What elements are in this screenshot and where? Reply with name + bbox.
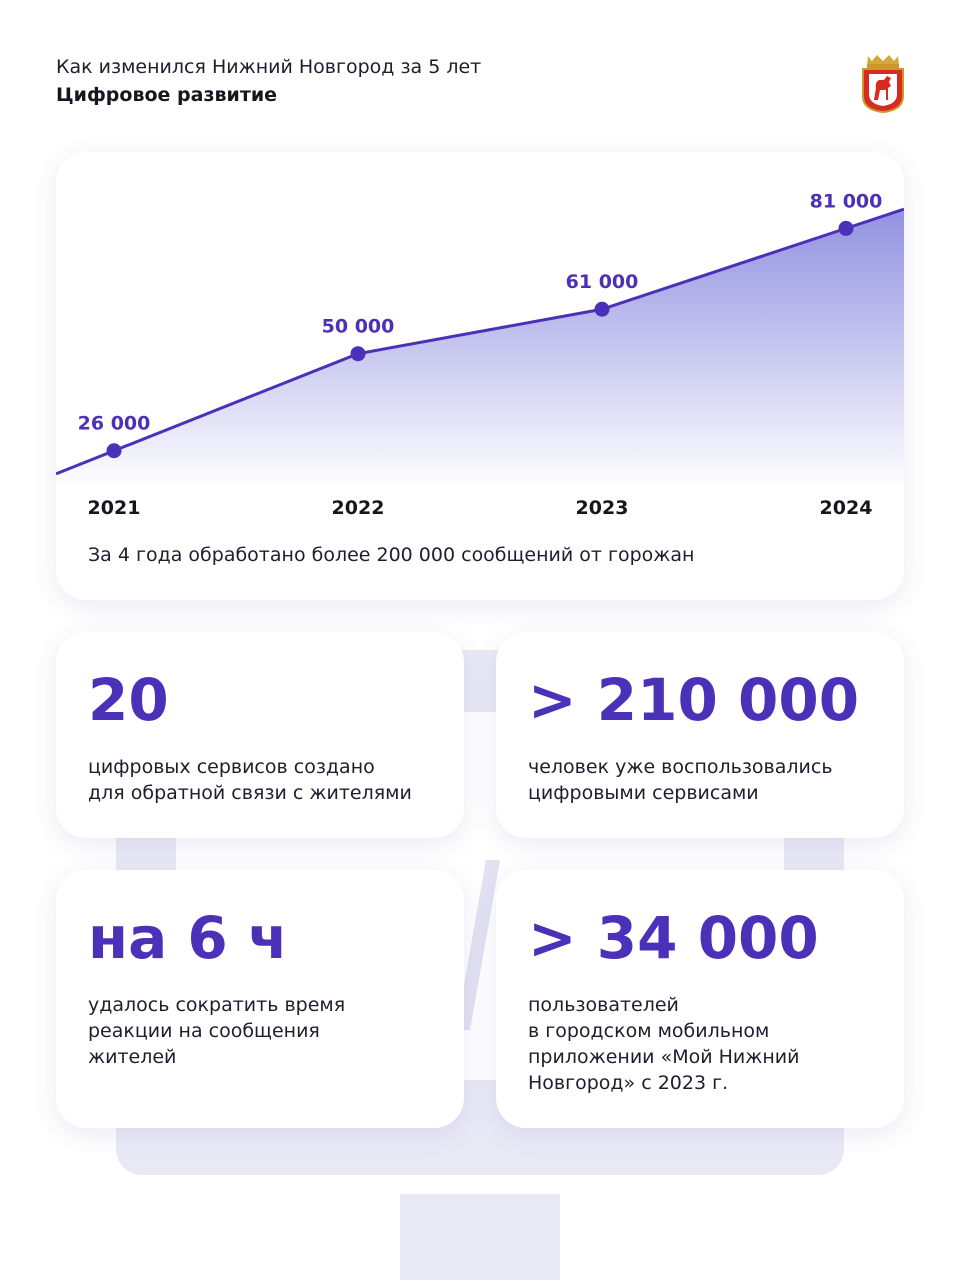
data-label: 26 000	[77, 412, 151, 435]
x-tick-label: 2024	[819, 497, 873, 519]
data-point	[839, 221, 854, 236]
stat-description: цифровых сервисов создано для обратной связи с жителями	[88, 756, 412, 804]
stat-card-reaction-time	[56, 870, 464, 1128]
stat-description: пользователей в городском мобильном приложении «Мой Нижний Новгород» с 2023 г.	[528, 994, 800, 1094]
chart-card	[56, 152, 904, 600]
data-point	[107, 443, 122, 458]
data-point	[351, 346, 366, 361]
page-title: Цифровое развитие	[56, 84, 278, 106]
stat-value: > 210 000	[528, 666, 860, 734]
chart-footnote: За 4 года обработано более 200 000 сообщений от горожан	[88, 544, 695, 566]
x-tick-label: 2021	[87, 497, 141, 519]
data-label: 61 000	[565, 271, 639, 294]
data-point	[595, 302, 610, 317]
stat-card-app-users	[496, 870, 904, 1128]
x-tick-label: 2022	[331, 497, 385, 519]
page-subtitle: Как изменился Нижний Новгород за 5 лет	[56, 56, 482, 78]
stat-value: > 34 000	[528, 904, 819, 972]
data-label: 81 000	[809, 190, 883, 213]
stat-card-services	[56, 632, 464, 838]
data-label: 50 000	[321, 315, 395, 338]
stat-card-users-services	[496, 632, 904, 838]
stat-value: 20	[88, 666, 169, 734]
coat-of-arms-icon	[858, 52, 908, 114]
stat-value: на 6 ч	[88, 904, 288, 972]
stat-description: удалось сократить время реакции на сообщения жителей	[88, 994, 346, 1068]
x-tick-label: 2023	[575, 497, 629, 519]
area-chart	[56, 152, 904, 600]
stat-description: человек уже воспользовались цифровыми сервисами	[528, 756, 833, 804]
